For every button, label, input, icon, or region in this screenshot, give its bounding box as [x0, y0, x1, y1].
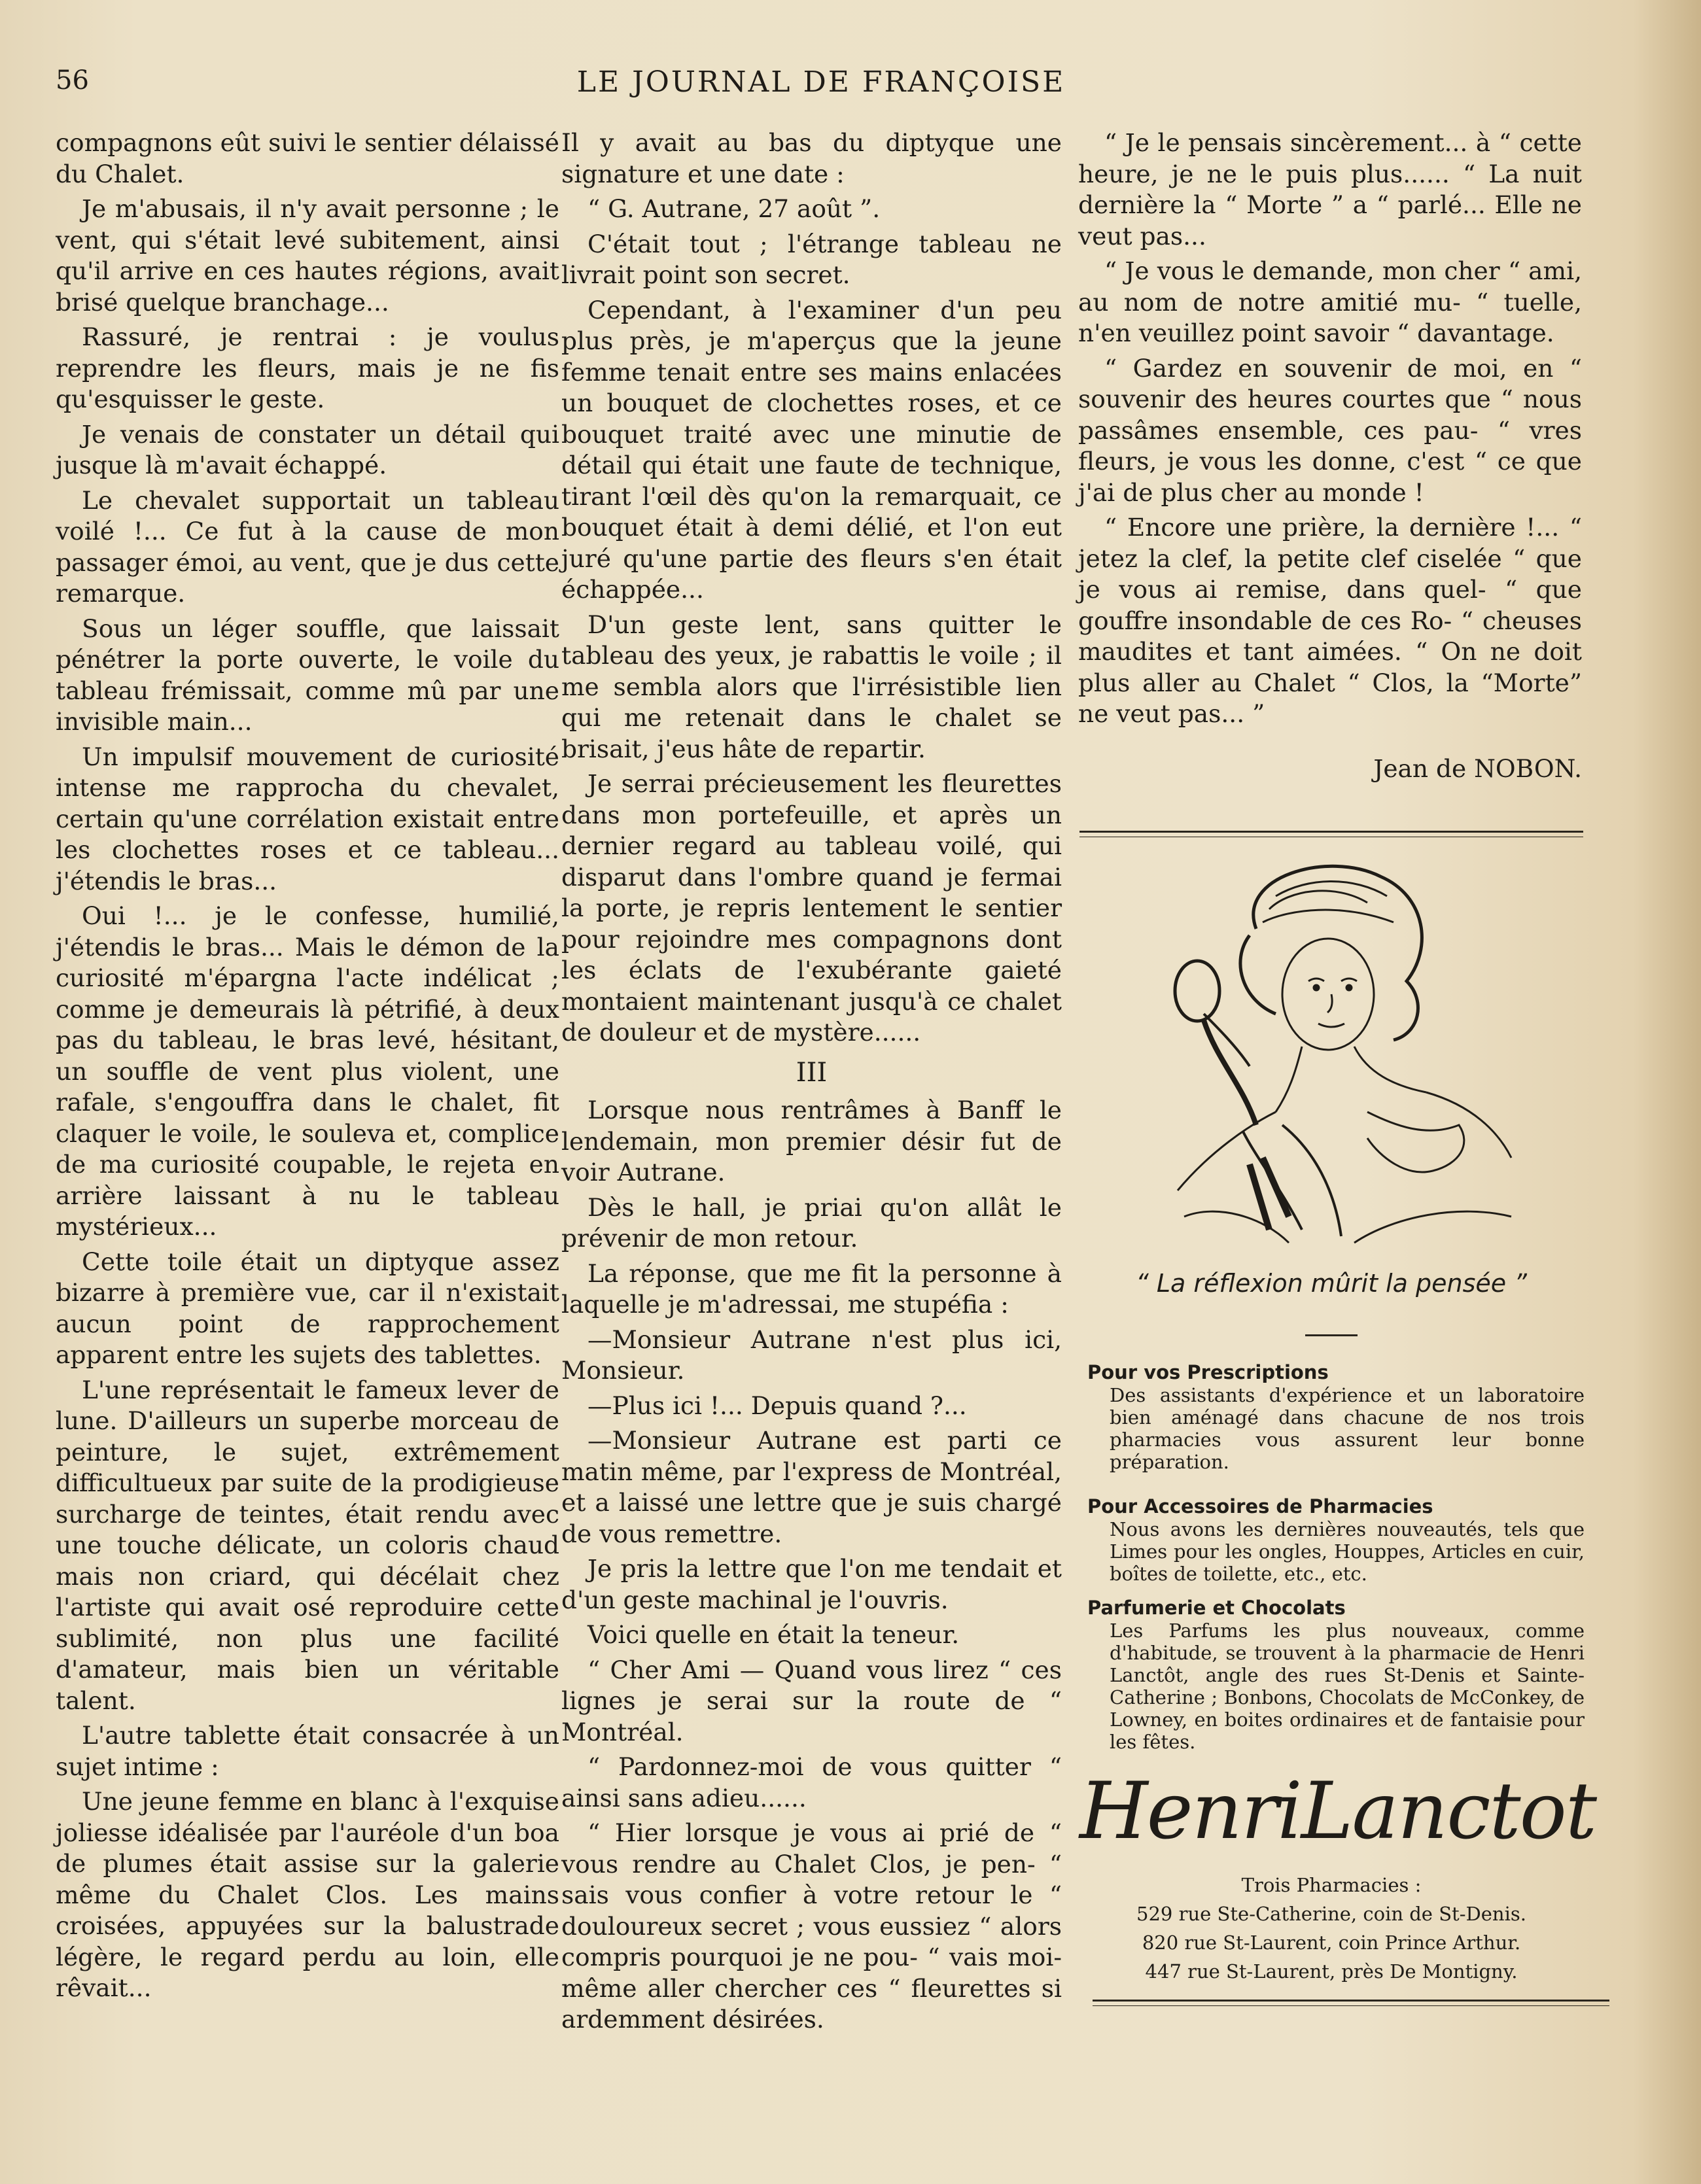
ad-section-text: Des assistants d'expérience et un laboratoire bien aménagé dans chacune de nos trois pharmacies vous assurent leur bonne préparation. [1110, 1384, 1585, 1473]
pharmacies-title: Trois Pharmacies : [1241, 1874, 1422, 1896]
address-line: 529 rue Ste-Catherine, coin de St-Denis. [1136, 1903, 1526, 1925]
pharmacy-addresses [1079, 1871, 1583, 1986]
address-line: 820 rue St-Laurent, coin Prince Arthur. [1142, 1932, 1521, 1954]
text-column-3 [1078, 128, 1582, 788]
ad-section-heading: Pour Accessoires de Pharmacies [1087, 1495, 1433, 1517]
paragraph: Je serrai précieusement les fleurettes dans mon portefeuille, et après un dernier regard au tableau voilé, qui disparut dans l'ombre quand je fermai la porte, je repris lentement le sentier pour rejoindre mes compagnons dont les éclats de l'exubérante gaieté montaient maintenant jusqu'à ce chalet de douleur et de mystère...... [561, 769, 1062, 1047]
ad-section-perfume [1087, 1596, 1585, 1753]
paragraph: Dès le hall, je priai qu'on allât le prévenir de mon retour. [561, 1192, 1062, 1253]
paragraph: Cette toile était un diptyque assez bizarre à première vue, car il n'existait aucun point de rapprochement apparent entre les sujets des tablettes. [56, 1247, 559, 1369]
paragraph: —Monsieur Autrane n'est plus ici, Monsieur. [561, 1325, 1062, 1385]
paragraph: —Plus ici !... Depuis quand ?... [587, 1391, 967, 1420]
paragraph: —Monsieur Autrane est parti ce matin même, par l'express de Montréal, et a laissé une lettre que je suis chargé de vous remettre. [561, 1426, 1062, 1548]
section-number: III [796, 1057, 828, 1088]
letter-paragraph: “ Je le pensais sincèrement... à “ cette heure, je ne le puis plus...... “ La nuit dernière la “ Morte ” a “ parlé... Elle ne veut pas... [1078, 128, 1582, 251]
ad-section-text: Les Parfums les plus nouveaux, comme d'habitude, se trouvent à la pharmacie de Henri Lanctôt, angle des rues St-Denis et Sainte-Catherine ; Bonbons, Chocolats de McConkey, de Lowney, en boites ordinaires et de fantaisie pour les fêtes. [1110, 1620, 1585, 1753]
paragraph: Voici quelle en était la teneur. [587, 1620, 960, 1649]
letter-paragraph: “ Pardonnez-moi de vous quitter “ ainsi sans adieu...... [561, 1752, 1062, 1812]
paragraph: Je pris la lettre que l'on me tendait et d'un geste machinal je l'ouvris. [561, 1554, 1062, 1614]
divider-rule [1305, 1334, 1358, 1336]
journal-title: LE JOURNAL DE FRANÇOISE [576, 65, 1066, 99]
ad-section-prescriptions [1087, 1361, 1585, 1473]
address-line: 447 rue St-Laurent, près De Montigny. [1145, 1960, 1518, 1983]
paragraph: “ G. Autrane, 27 août ”. [587, 194, 881, 223]
paragraph: C'était tout ; l'étrange tableau ne livrait point son secret. [561, 229, 1062, 289]
text-column-1 [56, 128, 559, 2008]
page-header [56, 65, 1587, 105]
ad-section-accessories [1087, 1495, 1585, 1585]
letter-paragraph: “ Je vous le demande, mon cher “ ami, au nom de notre amitié mu- “ tuelle, n'en veuillez point savoir “ davantage. [1078, 256, 1582, 347]
author-signature: Jean de NOBON. [1373, 754, 1582, 783]
paragraph: L'autre tablette était consacrée à un sujet intime : [56, 1721, 559, 1781]
page-number: 56 [56, 65, 89, 95]
paragraph: Un impulsif mouvement de curiosité intense me rapprocha du chevalet, certain qu'une corrélation existait entre les clochettes roses et ce tableau... j'étendis le bras... [56, 742, 559, 895]
paragraph: Rassuré, je rentrai : je voulus reprendre les fleurs, mais je ne fis qu'esquisser le geste. [56, 322, 559, 413]
letter-paragraph: “ Encore une prière, la dernière !... “ jetez la clef, la petite clef ciselée “ que je vous ai remise, dans quel- “ que gouffre insondable de ces Ro- “ cheuses maudites et tant aimées. “ On ne doit plus aller au Chalet “ Clos, la “Morte” ne veut pas... ” [1078, 513, 1582, 728]
paragraph: Je venais de constater un détail qui jusque là m'avait échappé. [56, 419, 559, 479]
henri-lanctot-signature-logo: HenriLanctot [1079, 1766, 1596, 1857]
ad-section-heading: Pour vos Prescriptions [1087, 1361, 1329, 1383]
paragraph: compagnons eût suivi le sentier délaissé du Chalet. [56, 128, 559, 188]
ad-section-text: Nous avons les dernières nouveautés, tels que Limes pour les ongles, Houppes, Articles en cuir, boîtes de toilette, etc., etc. [1110, 1518, 1585, 1585]
text-column-2 [561, 128, 1062, 2039]
divider-rule [1093, 2000, 1609, 2006]
ad-section-heading: Parfumerie et Chocolats [1087, 1597, 1346, 1619]
paragraph: Cependant, à l'examiner d'un peu plus près, je m'aperçus que la jeune femme tenait entre ses mains enlacées un bouquet de clochettes roses, et ce bouquet traité avec une minutie de détail qui était une faute de technique, tirant l'œil dès qu'on la remarquait, ce bouquet était à demi délié, et l'on eut juré qu'une partie des fleurs s'en était échappée... [561, 295, 1062, 604]
paragraph: Lorsque nous rentrâmes à Banff le lendemain, mon premier désir fut de voir Autrane. [561, 1096, 1062, 1187]
letter-paragraph: “ Gardez en souvenir de moi, en “ souvenir des heures courtes que “ nous passâmes ensemble, ces pau- “ vres fleurs, je vous les donne, c'est “ ce que j'ai de plus cher au monde ! [1078, 353, 1582, 507]
paragraph: La réponse, que me fit la personne à laquelle je m'adressai, me stupéfia : [561, 1258, 1062, 1319]
divider-rule [1079, 831, 1583, 837]
paragraph: Je m'abusais, il n'y avait personne ; le vent, qui s'était levé subitement, ainsi qu'il arrive en ces hautes régions, avait brisé quelque branchage... [56, 194, 559, 317]
paragraph: Une jeune femme en blanc à l'exquise joliesse idéalisée par l'auréole d'un boa de plumes était assise sur la galerie même du Chalet Clos. Les mains croisées, appuyées sur la balustrade légère, le regard perdu au loin, elle rêvait... [56, 1787, 559, 2002]
paragraph: Il y avait au bas du diptyque une signature et une date : [561, 128, 1062, 188]
woman-with-mirror-illustration [1119, 850, 1537, 1256]
paragraph: D'un geste lent, sans quitter le tableau des yeux, je rabattis le voile ; il me sembla alors que l'irrésistible lien qui me retenait dans le chalet se brisait, j'eus hâte de repartir. [561, 610, 1062, 763]
letter-paragraph: “ Hier lorsque je vous ai prié de “ vous rendre au Chalet Clos, je pen- “ sais vous confier à votre retour le “ douloureux secret ; vous eussiez “ alors compris pourquoi je ne pou- “ vais moi-même aller chercher ces “ fleurettes si ardemment désirées. [561, 1818, 1062, 2034]
paragraph: Le chevalet supportait un tableau voilé !... Ce fut à la cause de mon passager émoi, au vent, que je dus cette remarque. [56, 485, 559, 608]
advertisement-tagline: “ La réflexion mûrit la pensée ” [1136, 1269, 1527, 1298]
paragraph: Sous un léger souffle, que laissait pénétrer la porte ouverte, le voile du tableau frémissait, comme mû par une invisible main... [56, 614, 559, 736]
letter-paragraph: “ Cher Ami — Quand vous lirez “ ces lignes je serai sur la route de “ Montréal. [561, 1655, 1062, 1746]
paragraph: Oui !... je le confesse, humilié, j'étendis le bras... Mais le démon de la curiosité m'épargna l'acte indélicat ; comme je demeurais là pétrifié, à deux pas du tableau, le bras levé, hésitant, un souffle de vent plus violent, une rafale, s'engouffra dans le chalet, fit claquer le voile, le souleva et, complice de ma curiosité coupable, le rejeta en arrière laissant à nu le tableau mystérieux... [56, 901, 559, 1241]
paragraph: L'une représentait le fameux lever de lune. D'ailleurs un superbe morceau de peinture, le sujet, extrêmement difficultueux par suite de la prodigieuse surcharge de teintes, était rendu avec une touche délicate, un coloris chaud mais non criard, qui décélait chez l'artiste qui avait osé reproduire cette sublimité, non plus une facilité d'amateur, mais bien un véritable talent. [56, 1375, 559, 1715]
